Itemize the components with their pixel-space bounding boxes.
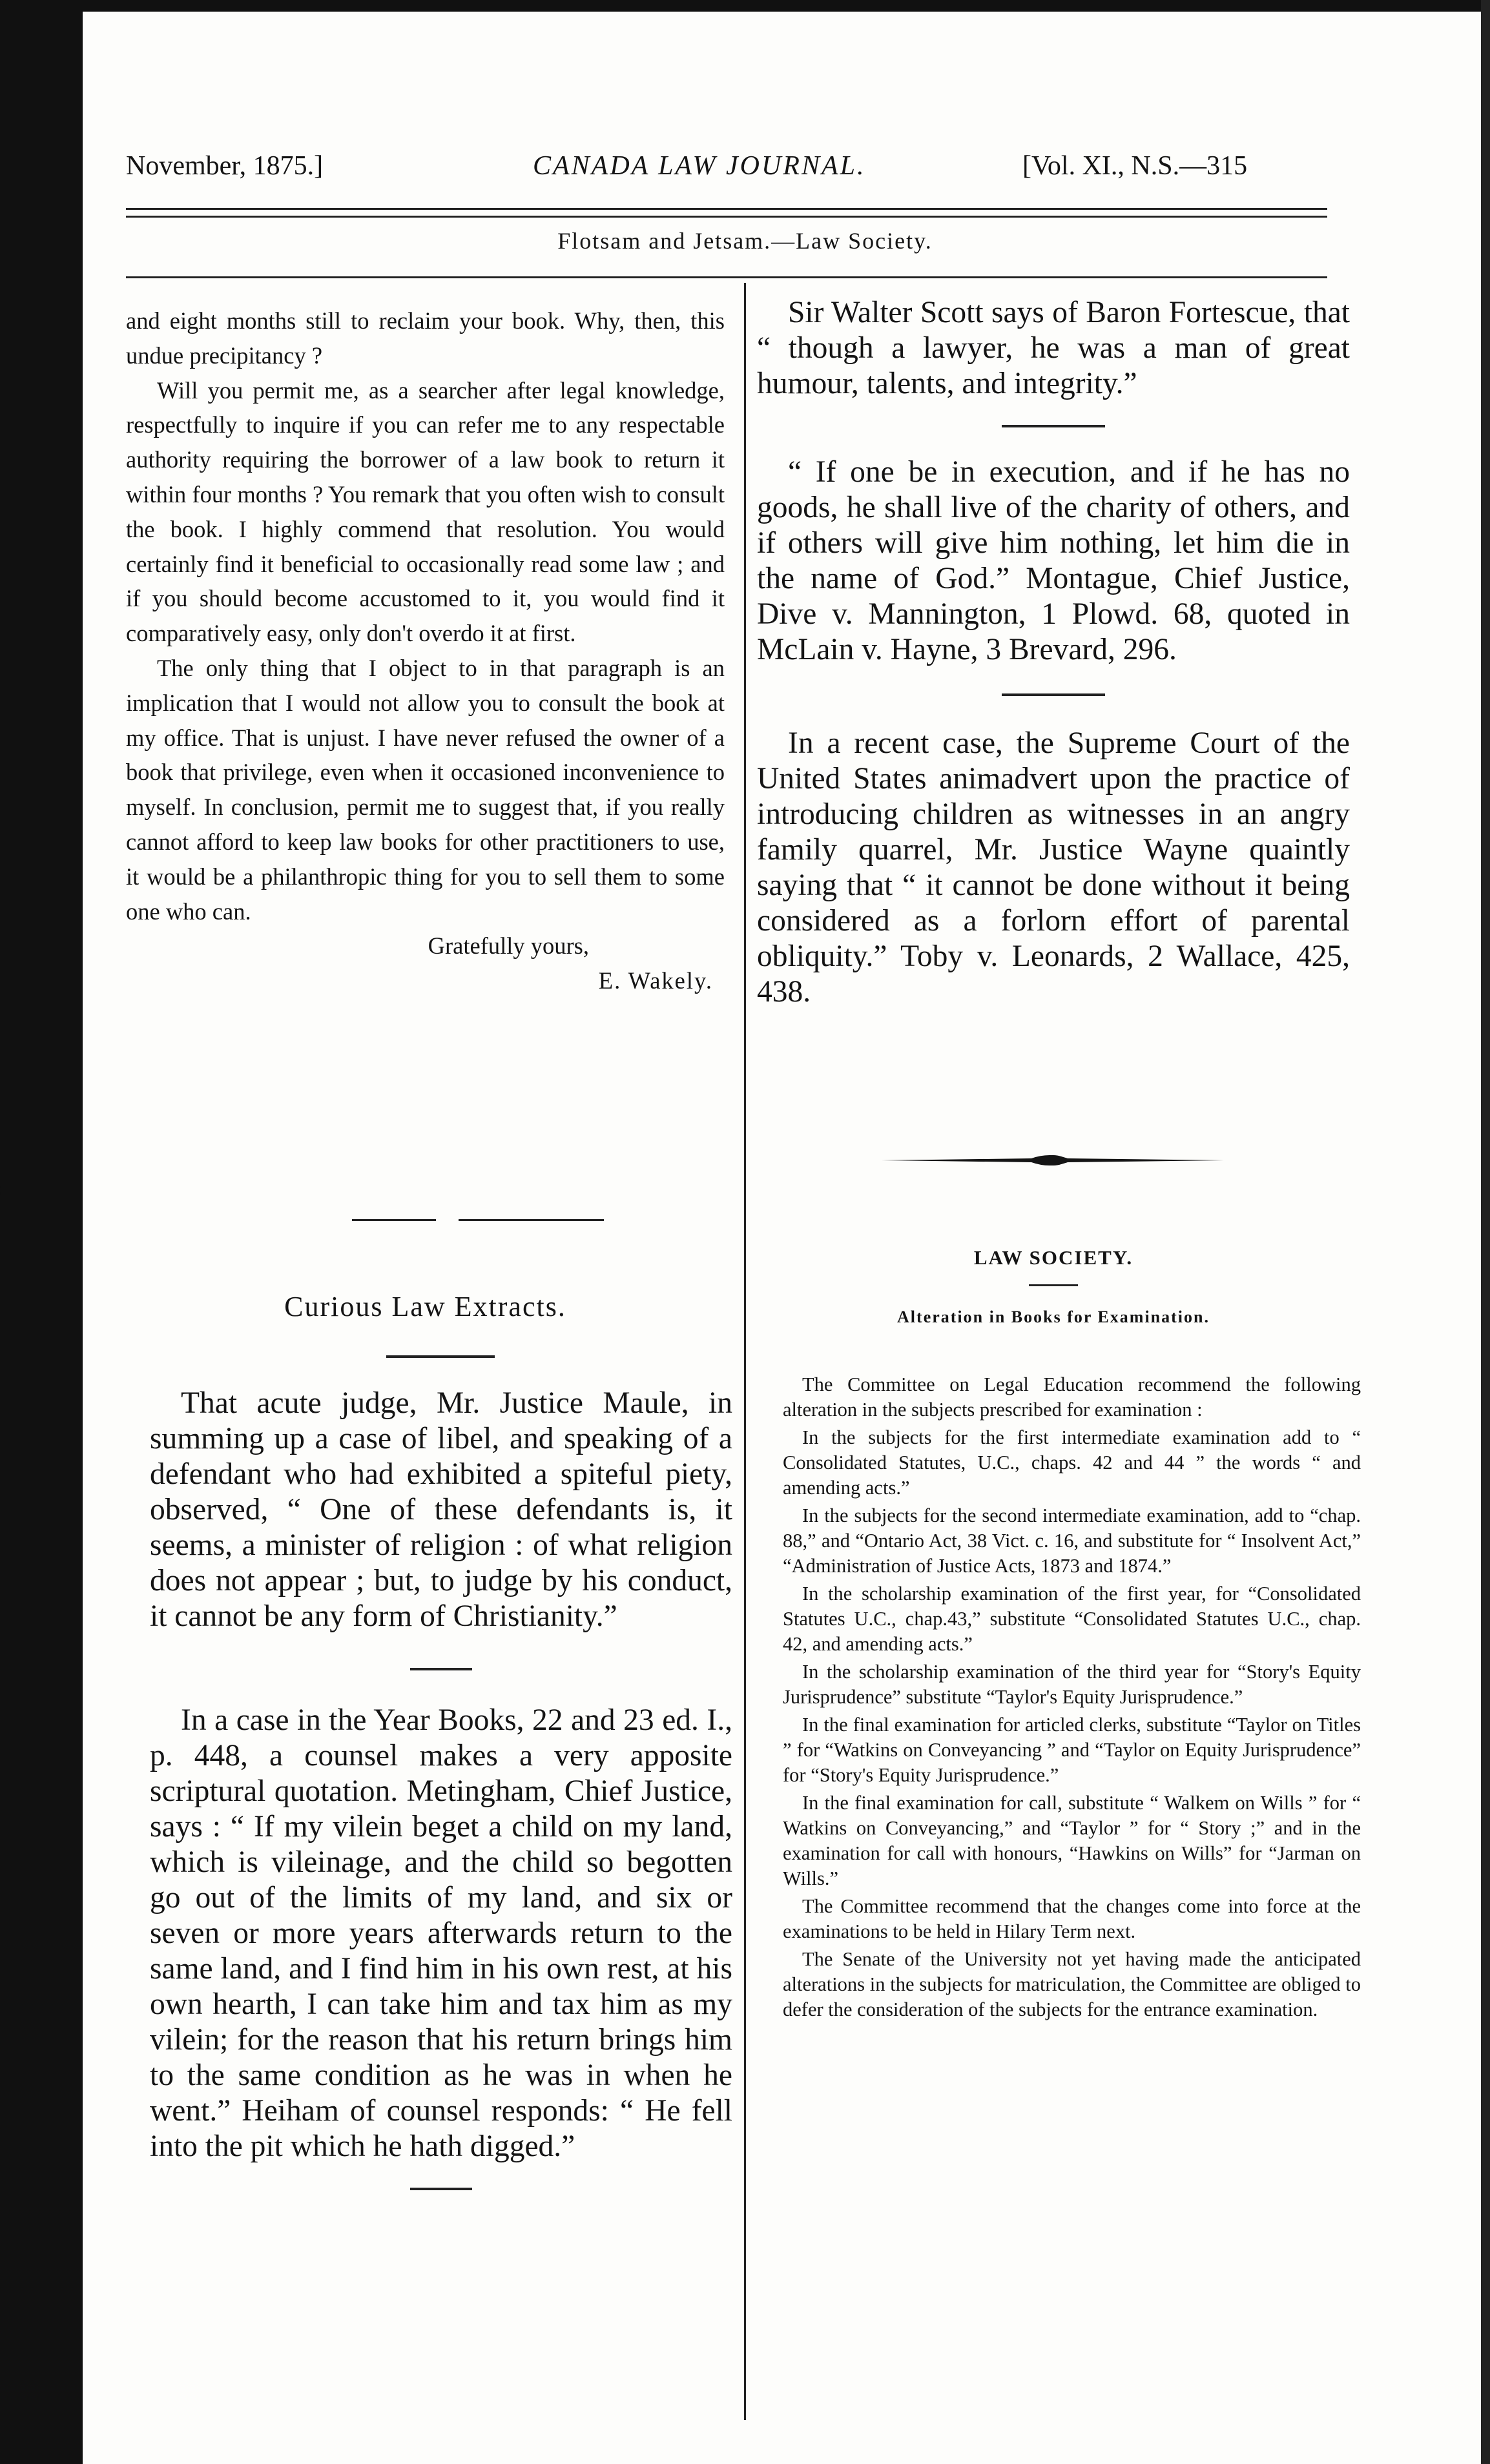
law-society-paragraph: The Committee recommend that the changes come into force at the examinations to be held in Hilary Term next.: [783, 1895, 1361, 1942]
right-scan-edge: [1481, 0, 1490, 2464]
section-heading: Flotsam and Jetsam.—Law Society.: [557, 228, 933, 254]
title-rule: [1029, 1284, 1078, 1286]
letter-closing: Gratefully yours,: [428, 932, 589, 960]
left-scan-border: [0, 0, 83, 2464]
maule-extract: That acute judge, Mr. Justice Maule, in summing up a case of libel, and speaking of a defendant who had exhibited a spiteful piety, observed, “ One of these defendants is, it seems, a minister of religion : of what religion does not appear ; but, to judge by his conduct, it cannot be any form of Christianity.”: [150, 1386, 732, 1633]
year-books-extract: In a case in the Year Books, 22 and 23 ed. I., p. 448, a counsel makes a very apposite scriptural quotation. Metingham, Chief Justice, says : “ If my vilein beget a child on my land, which is vileinage, and the child so begotten go out of the limits of my land, and six or seven or more years afterwards return to the same land, and I find him in his own rest, at his own hearth, I can take him and tax him as my vilein; for the reason that his return brings him to the same condition as he was in when he went.” Heiham of counsel responds: “ He fell into the pit which he hath digged.”: [150, 1703, 732, 2163]
section-rule: [126, 276, 1327, 278]
divider-line: [1002, 693, 1105, 696]
supreme-court-extract: In a recent case, the Supreme Court of the United States animadvert upon the practice of introducing children as witnesses in an angry family quarrel, Mr. Justice Wayne quaintly saying that “ it cannot be done without it being considered as a forlorn effort of parental obliquity.” Toby v. Leonards, 2 Wallace, 425, 438.: [757, 726, 1350, 1009]
law-society-subtitle: Alteration in Books for Examination.: [897, 1308, 1210, 1326]
montague-extract: “ If one be in execution, and if he has no goods, he shall live of the charity of others, and if others will give him nothing, let him die in the name of God.” Montague, Chief Justice, Dive v. Mannington, 1 Plowd. 68, quoted in McLain v. Hayne, 3 Brevard, 296.: [757, 455, 1350, 666]
law-society-title: LAW SOCIETY.: [973, 1246, 1133, 1269]
letter-column: [126, 303, 725, 998]
letter-signature: E. Wakely.: [598, 967, 713, 994]
journal-title: CANADA LAW JOURNAL.: [533, 151, 866, 181]
right-extracts-column: [757, 295, 1350, 1010]
scan-speck: [0, 1182, 14, 1198]
header-rule-2: [126, 216, 1327, 218]
law-society-paragraph: In the subjects for the first intermediate examination add to “ Consolidated Statutes, U.C., chaps. 42 and 44 ” the words “ and amending acts.”: [783, 1426, 1361, 1499]
law-society-paragraph: In the scholarship examination of the first year, for “Consolidated Statutes U.C., chap.43,” substitute “Consolidated Statutes U.C., chap. 42, and amending acts.”: [783, 1583, 1361, 1655]
law-society-column: [783, 1372, 1361, 2025]
divider-line: [459, 1219, 604, 1221]
curious-extracts-title: Curious Law Extracts.: [284, 1291, 566, 1322]
header-rule-1: [126, 208, 1327, 210]
header-date: November, 1875.]: [126, 151, 324, 181]
ornamental-rule-icon: [882, 1151, 1224, 1170]
letter-paragraph: Will you permit me, as a searcher after legal knowledge, respectfully to inquire if you can refer me to any respectable authority requiring the borrower of a law book to return it within four months ? You remark that you often wish to consult the book. I highly commend that resolution. You would certainly find it beneficial to occasionally read some law ; and if you should become accustomed to it, you would find it comparatively easy, only don't overdo it at first.: [126, 376, 725, 647]
letter-paragraph: The only thing that I object to in that paragraph is an implication that I would not allow you to consult the book at my office. That is unjust. I have never refused the owner of a book that privilege, even when it occasioned inconvenience to myself. In conclusion, permit me to suggest that, if you really cannot afford to keep law books for other practitioners to use, it would be a philanthropic thing for you to sell them to some one who can.: [126, 654, 725, 925]
divider-line: [352, 1219, 436, 1221]
volume-page: [Vol. XI., N.S.—315: [1022, 151, 1248, 181]
divider-line: [1002, 425, 1105, 427]
column-separator: [744, 283, 746, 2420]
divider-line: [410, 2188, 472, 2190]
curious-column: [150, 1386, 732, 2190]
law-society-paragraph: In the final examination for call, substitute “ Walkem on Wills ” for “ Watkins on Conveyancing,” and “Taylor ” for “ Story ;” and in the examination for call with honours, “Hawkins on Wills” for “Jarman on Wills.”: [783, 1792, 1361, 1889]
law-society-paragraph: In the scholarship examination of the third year for “Story's Equity Jurisprudence” substitute “Taylor's Equity Jurisprudence.”: [783, 1661, 1361, 1708]
law-society-paragraph: In the final examination for articled clerks, substitute “Taylor on Titles ” for “Watkins on Conveyancing ” and “Taylor on Equity Jurisprudence” for “Story's Equity Jurisprudence.”: [783, 1714, 1361, 1786]
scott-extract: Sir Walter Scott says of Baron Fortescue, that “ though a lawyer, he was a man of great humour, talents, and integrity.”: [757, 296, 1350, 400]
law-society-paragraph: The Committee on Legal Education recommend the following alteration in the subjects prescribed for examination :: [783, 1373, 1361, 1421]
law-society-paragraph: In the subjects for the second intermediate examination, add to “chap. 88,” and “Ontario Act, 38 Vict. c. 16, and substitute for “ Insolvent Act,” “Administration of Justice Acts, 1873 and 1874.”: [783, 1504, 1361, 1577]
title-rule: [386, 1355, 495, 1358]
letter-paragraph: and eight months still to reclaim your book. Why, then, this undue precipitancy ?: [126, 307, 725, 369]
law-society-paragraph: The Senate of the University not yet having made the anticipated alterations in the subjects for matriculation, the Committee are obliged to defer the consideration of the subjects for the entrance examination.: [783, 1948, 1361, 2020]
top-scan-border: [0, 0, 1490, 12]
divider-line: [410, 1668, 472, 1670]
